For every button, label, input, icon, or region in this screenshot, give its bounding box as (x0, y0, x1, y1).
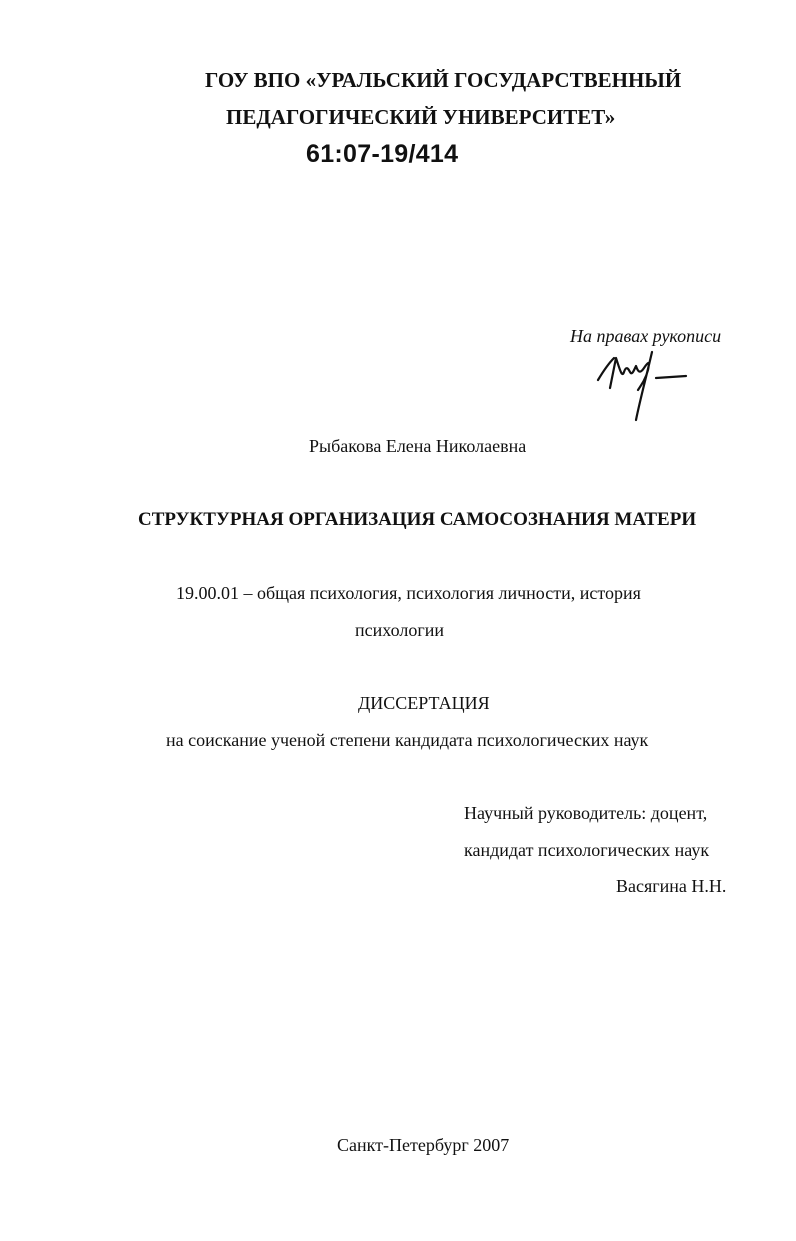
supervisor-line-2: кандидат психологических наук (464, 840, 710, 860)
dissertation-title: СТРУКТУРНАЯ ОРГАНИЗАЦИЯ САМОСОЗНАНИЯ МАТЕРИ (138, 509, 697, 530)
specialty-line-2: психологии (355, 620, 444, 640)
degree-statement: на соискание ученой степени кандидата психологических наук (166, 730, 649, 750)
handwritten-signature (590, 348, 700, 428)
city-year: Санкт-Петербург 2007 (337, 1135, 510, 1155)
specialty-line-1: 19.00.01 – общая психология, психология личности, история (176, 583, 641, 603)
institution-line-2: ПЕДАГОГИЧЕСКИЙ УНИВЕРСИТЕТ» (226, 105, 616, 129)
catalog-code: 61:07-19/414 (306, 140, 459, 168)
rights-note: На правах рукописи (570, 326, 722, 346)
supervisor-name: Васягина Н.Н. (616, 876, 727, 896)
work-type: ДИССЕРТАЦИЯ (358, 693, 490, 713)
author-name: Рыбакова Елена Николаевна (309, 436, 527, 456)
supervisor-line-1: Научный руководитель: доцент, (464, 803, 708, 823)
institution-line-1: ГОУ ВПО «УРАЛЬСКИЙ ГОСУДАРСТВЕННЫЙ (205, 68, 682, 92)
